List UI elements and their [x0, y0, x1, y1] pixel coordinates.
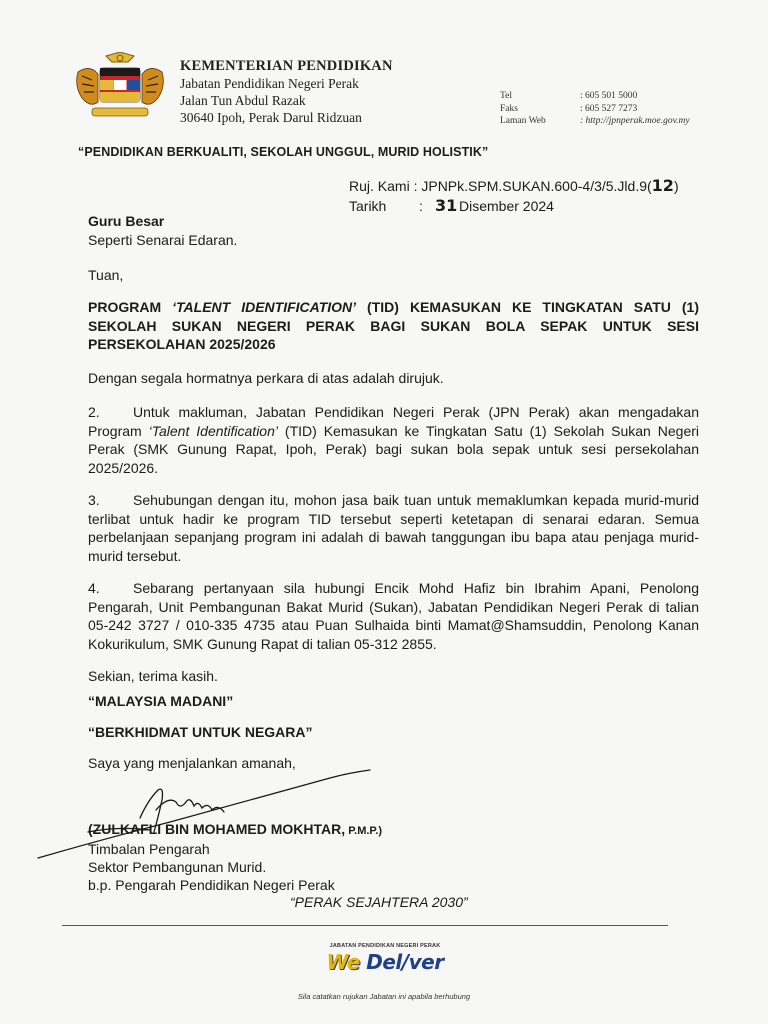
- organization-block: [180, 57, 393, 126]
- paragraph-3: [88, 491, 699, 565]
- coat-of-arms-icon: [68, 52, 172, 124]
- reference-block: [349, 176, 679, 216]
- footer-divider: [62, 925, 668, 926]
- logo-brand: [326, 950, 443, 974]
- signer-name-line: [88, 820, 699, 840]
- reference-close: ): [673, 178, 679, 194]
- closing-line: Sekian, terima kasih.: [88, 668, 218, 684]
- paragraph-2-b: (TID) Kemasukan ke Tingkatan Satu (1) Sekolah Sukan Negeri Perak (SMK Gunung Rapat, Ipoh, Perak) bagi sukan bola sepak untuk sesi persekolahan 2025/2026.: [88, 422, 700, 476]
- logo-brand-we: We: [326, 950, 360, 974]
- website-link[interactable]: : http://jpnperak.moe.gov.my: [580, 116, 690, 126]
- slogan-berkhidmat: “BERKHIDMAT UNTUK NEGARA”: [88, 724, 313, 740]
- logo-caption: JABATAN PENDIDIKAN NEGERI PERAK: [329, 943, 441, 949]
- signer-block: [88, 820, 699, 894]
- ministry-name: KEMENTERIAN PENDIDIKAN: [180, 58, 393, 74]
- reference-handwritten-number: 12: [651, 176, 674, 195]
- paragraph-3-text: Sehubungan dengan itu, mohon jasa baik tuan untuk memaklumkan kepada murid-murid terlibat untuk hadir ke program TID tersebut seperti ketetapan di senarai edaran. Semua perbelanjaan sepanjang program ini adalah di bawah tanggungan ibu bapa atau penjaga murid-murid tersebut.: [88, 492, 699, 564]
- contact-label: Tel: [500, 91, 512, 101]
- signer-name: (ZULKAFLI BIN MOHAMED MOKHTAR,: [88, 821, 346, 837]
- paragraph-number: 4.: [88, 580, 100, 596]
- street-address: Jalan Tun Abdul Razak: [180, 93, 306, 108]
- addressee-title: Guru Besar: [88, 213, 165, 229]
- slogan-malaysia-madani: “MALAYSIA MADANI”: [88, 693, 234, 709]
- paragraph-number: 2.: [88, 404, 100, 420]
- date-label: Tarikh: [349, 198, 387, 214]
- footnote: Sila catatkan rujukan Jabatan ini apabila berhubung: [297, 992, 471, 1001]
- reference-value: : JPNPk.SPM.SUKAN.600-4/3/5.Jld.9(: [413, 178, 652, 194]
- contact-row-fax: [500, 103, 710, 116]
- contact-label: Faks: [500, 103, 518, 114]
- reference-label: Ruj. Kami: [349, 178, 410, 194]
- date-month-year: Disember 2024: [459, 198, 554, 214]
- contact-value: : 605 527 7273: [580, 103, 638, 114]
- signer-honor: P.M.P.): [345, 825, 383, 837]
- paragraph-4: [88, 579, 699, 653]
- paragraph-4-text: Sebarang pertanyaan sila hubungi Encik Mohd Hafiz bin Ibrahim Apani, Penolong Pengarah, Unit Pembangunan Bakat Murid (Sukan), Jabatan Pendidikan Negeri Perak di talian 05-242 3727 / 010-335 4735 atau Puan Sulhaida binti Mamat@Shamsuddin, Penolong Kanan Kokurikulum, SMK Gunung Rapat di talian 05-312 2855.: [88, 580, 699, 652]
- paragraph-2-a: Untuk makluman, Jabatan Pendidikan Negeri Perak (JPN Perak) akan mengadakan Program: [88, 404, 699, 439]
- paragraph-2: [88, 403, 699, 477]
- date-colon: :: [419, 198, 423, 214]
- contact-block: [500, 90, 710, 128]
- date-handwritten-day: 31: [435, 196, 458, 215]
- signer-position: Timbalan Pengarah: [88, 841, 210, 857]
- signer-sector: Sektor Pembangunan Murid.: [88, 859, 267, 875]
- paragraph-number: 3.: [88, 492, 100, 508]
- department-motto: “PENDIDIKAN BERKUALITI, SEKOLAH UNGGUL, MURID HOLISTIK”: [78, 145, 489, 159]
- subject-part1: PROGRAM: [88, 299, 173, 315]
- trust-line: Saya yang menjalankan amanah,: [88, 755, 296, 771]
- city-address: 30640 Ipoh, Perak Darul Ridzuan: [180, 110, 362, 125]
- department-name: Jabatan Pendidikan Negeri Perak: [180, 76, 359, 91]
- letter-subject: [88, 298, 699, 354]
- signer-on-behalf: b.p. Pengarah Pendidikan Negeri Perak: [88, 877, 335, 893]
- salutation: Tuan,: [88, 267, 124, 283]
- paragraph-1: Dengan segala hormatnya perkara di atas adalah dirujuk.: [88, 370, 444, 386]
- we-deliver-logo: [315, 943, 455, 983]
- addressee-line: Seperti Senarai Edaran.: [88, 231, 238, 248]
- subject-part2: (TID) KEMASUKAN KE TINGKATAN SATU (1) SEKOLAH SUKAN NEGERI PERAK BAGI SUKAN BOLA SEPAK UNTUK SESI PERSEKOLAHAN 2025/2026: [88, 299, 699, 353]
- reference-row: [349, 176, 679, 196]
- subject-italic: ‘TALENT IDENTIFICATION’: [172, 299, 357, 315]
- contact-value: : 605 501 5000: [580, 91, 638, 101]
- logo-brand-rest: Del/ver: [359, 950, 444, 974]
- paragraph-2-italic: ‘Talent Identification’: [148, 422, 278, 439]
- contact-label: Laman Web: [500, 116, 546, 126]
- addressee-block: [88, 212, 699, 249]
- contact-row-web: [500, 115, 710, 128]
- footer-motto: “PERAK SEJAHTERA 2030”: [290, 894, 468, 910]
- contact-row-tel: [500, 90, 710, 103]
